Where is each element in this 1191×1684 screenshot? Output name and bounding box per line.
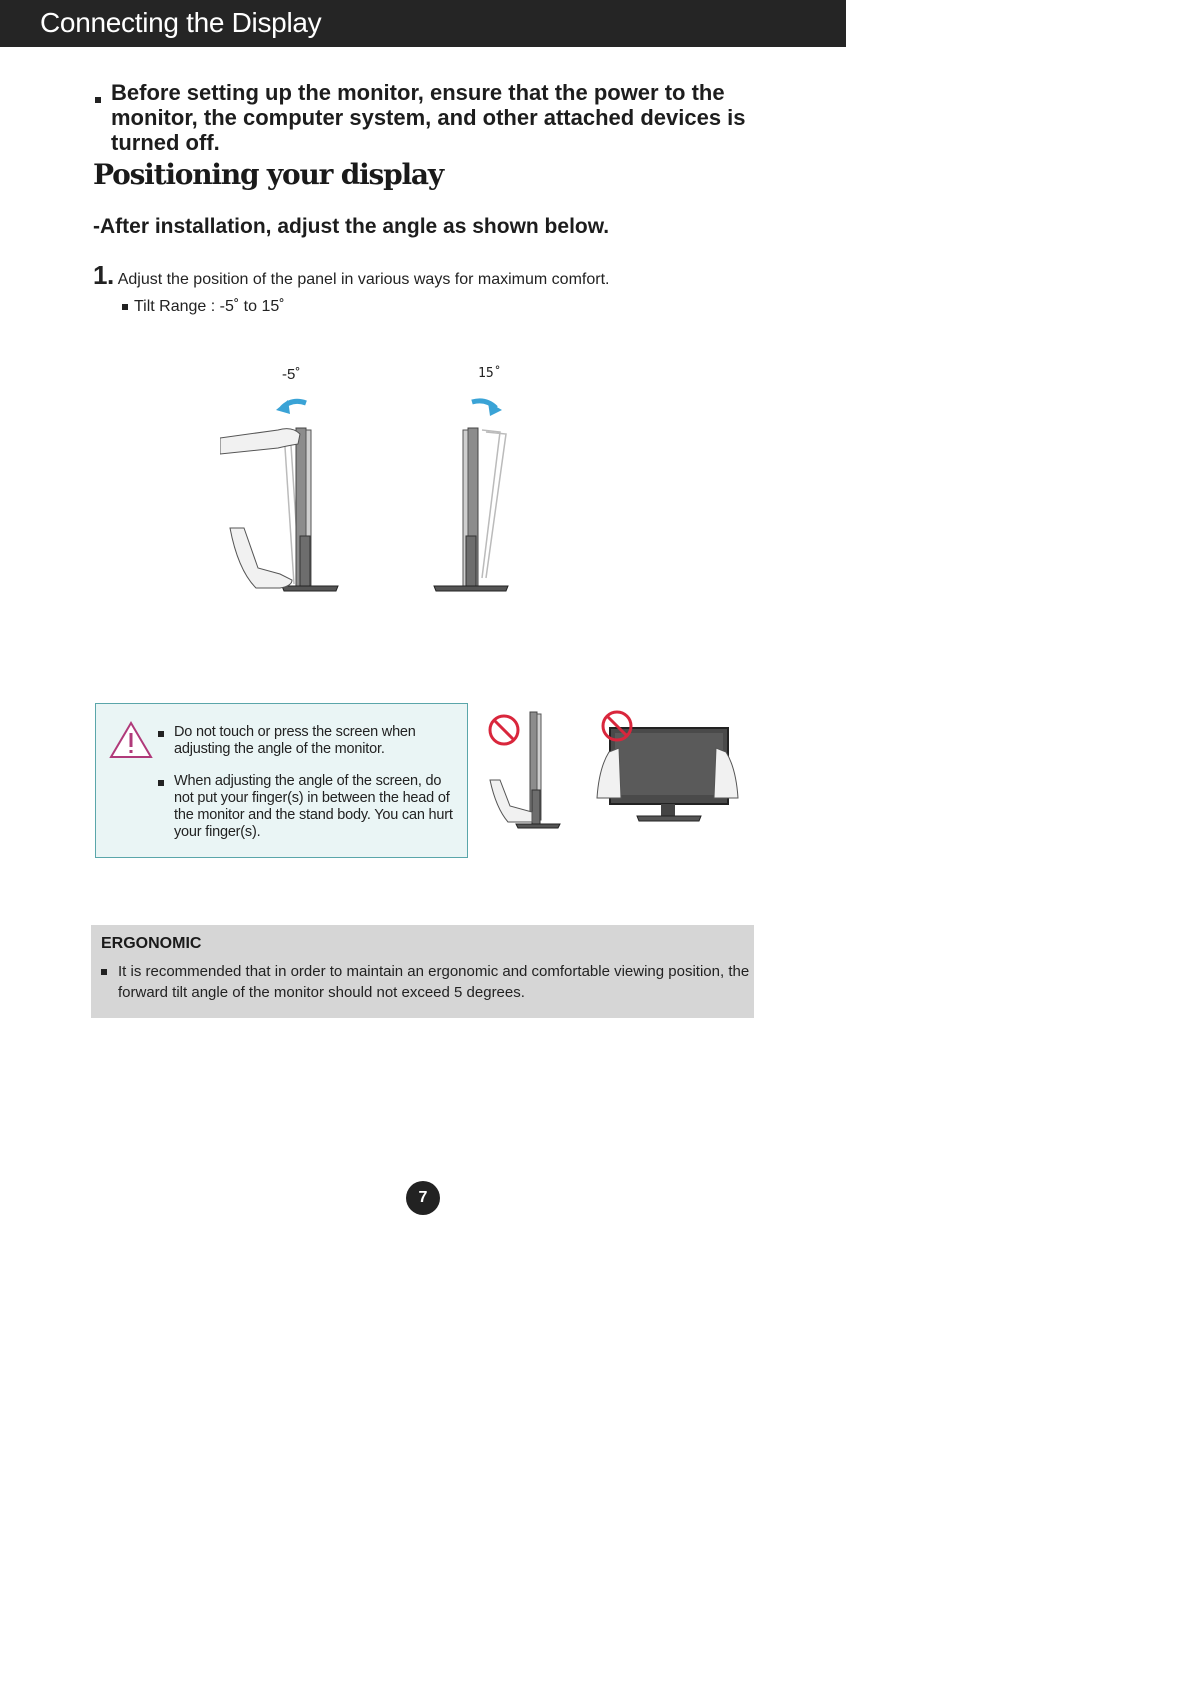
ergonomic-text: It is recommended that in order to maintain an ergonomic and comfortable viewing position, the forward tilt angle of the monitor should not exceed 5 degrees. — [118, 963, 750, 1001]
ergonomic-text-block — [101, 961, 758, 1003]
bullet-icon — [101, 969, 107, 975]
warning-list — [158, 724, 458, 856]
angle-forward-label: 15˚ — [478, 366, 502, 381]
bullet-icon — [158, 731, 164, 737]
hand-icon — [490, 780, 532, 822]
bullet-icon — [95, 97, 101, 103]
warning-text: When adjusting the angle of the screen, do not put your finger(s) in between the head of the monitor and the stand body. You can hurt your finger(s). — [174, 773, 453, 840]
warning-text: Do not touch or press the screen when adjusting the angle of the monitor. — [174, 724, 416, 757]
tilt-range-text: Tilt Range : -5˚ to 15˚ — [134, 298, 285, 315]
page-number: 7 — [406, 1181, 440, 1215]
tilt-illustration — [220, 360, 540, 600]
step-1 — [93, 260, 609, 291]
section-subtitle: -After installation, adjust the angle as shown below. — [93, 215, 610, 238]
warning-item — [158, 773, 458, 841]
bullet-icon — [158, 780, 164, 786]
left-hand-icon — [597, 748, 621, 798]
monitor-side-forward-tilt-icon — [434, 428, 508, 591]
tilt-range — [122, 298, 285, 316]
bullet-icon — [122, 304, 128, 310]
warning-triangle-icon — [109, 720, 153, 760]
ergonomic-title: ERGONOMIC — [101, 935, 202, 952]
ergonomic-note — [91, 925, 754, 1018]
no-touch-illustration — [595, 708, 740, 826]
warning-box — [95, 703, 468, 858]
right-hand-icon — [714, 748, 738, 798]
arrow-head-icon — [276, 400, 290, 414]
monitor-side-back-tilt-icon — [220, 428, 338, 591]
step-text: Adjust the position of the panel in various ways for maximum comfort. — [117, 271, 610, 288]
no-pinch-illustration — [488, 708, 570, 833]
prohibited-icon — [490, 716, 518, 744]
warning-item — [158, 724, 458, 758]
page-title: Connecting the Display — [40, 7, 322, 38]
step-number: 1. — [93, 260, 114, 290]
intro-text: Before setting up the monitor, ensure that the power to the monitor, the computer system, and other attached devices is turned off. — [111, 80, 746, 155]
angle-back-label: -5˚ — [282, 366, 301, 383]
intro-notice — [95, 80, 775, 155]
header-bar — [0, 0, 846, 47]
monitor-front-icon — [610, 728, 728, 821]
section-title: Positioning your display — [93, 158, 443, 191]
